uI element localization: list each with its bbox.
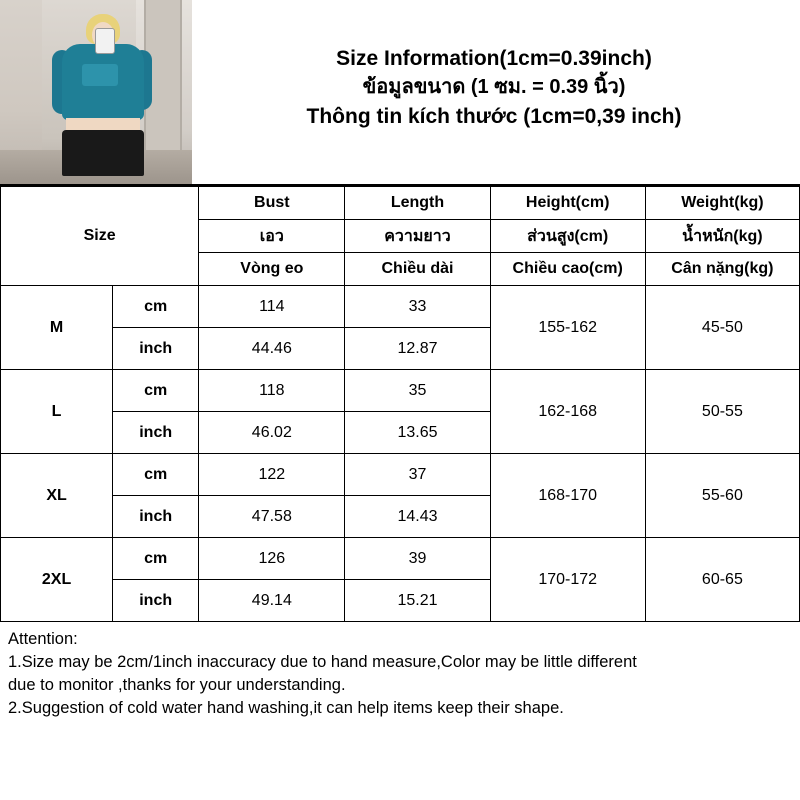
cell-l-bust-inch: 46.02 bbox=[199, 412, 345, 454]
cell-m-bust-cm: 114 bbox=[199, 286, 345, 328]
cell-l-length-cm: 35 bbox=[345, 370, 490, 412]
attention-heading: Attention: bbox=[8, 630, 78, 648]
header-bust-th: เอว bbox=[199, 220, 345, 253]
attention-note bbox=[0, 622, 800, 720]
cell-2xl-length-inch: 15.21 bbox=[345, 580, 490, 622]
row-size-2xl: 2XL bbox=[1, 538, 113, 622]
header-height-en: Height(cm) bbox=[490, 187, 645, 220]
row-unit-cm: cm bbox=[113, 370, 199, 412]
row-size-m: M bbox=[1, 286, 113, 370]
row-size-xl: XL bbox=[1, 454, 113, 538]
photo-model-sweatshirt bbox=[62, 44, 144, 120]
cell-2xl-length-cm: 39 bbox=[345, 538, 490, 580]
row-unit-cm: cm bbox=[113, 286, 199, 328]
product-photo bbox=[0, 0, 192, 184]
table-row bbox=[1, 538, 800, 580]
cell-2xl-bust-inch: 49.14 bbox=[199, 580, 345, 622]
header-length-en: Length bbox=[345, 187, 490, 220]
header-length-th: ความยาว bbox=[345, 220, 490, 253]
header-weight-en: Weight(kg) bbox=[645, 187, 799, 220]
cell-l-length-inch: 13.65 bbox=[345, 412, 490, 454]
cell-l-weight: 50-55 bbox=[645, 370, 799, 454]
cell-2xl-weight: 60-65 bbox=[645, 538, 799, 622]
photo-model-skirt bbox=[62, 130, 144, 176]
cell-l-bust-cm: 118 bbox=[199, 370, 345, 412]
cell-m-weight: 45-50 bbox=[645, 286, 799, 370]
title-thai: ข้อมูลขนาด (1 ซม. = 0.39 นิ้ว) bbox=[362, 76, 626, 98]
header-height-th: ส่วนสูง(cm) bbox=[490, 220, 645, 253]
row-unit-inch: inch bbox=[113, 328, 199, 370]
row-size-l: L bbox=[1, 370, 113, 454]
table-header-row-en bbox=[1, 187, 800, 220]
row-unit-cm: cm bbox=[113, 538, 199, 580]
title-block bbox=[192, 0, 800, 131]
cell-2xl-bust-cm: 126 bbox=[199, 538, 345, 580]
header-size-cell: Size bbox=[1, 187, 199, 286]
cell-m-bust-inch: 44.46 bbox=[199, 328, 345, 370]
header-height-vi: Chiều cao(cm) bbox=[490, 253, 645, 286]
attention-line-2: 2.Suggestion of cold water hand washing,it can help items keep their shape. bbox=[8, 699, 564, 717]
row-unit-cm: cm bbox=[113, 454, 199, 496]
size-table bbox=[0, 186, 800, 622]
cell-xl-weight: 55-60 bbox=[645, 454, 799, 538]
phone-icon bbox=[95, 28, 115, 54]
cell-xl-length-inch: 14.43 bbox=[345, 496, 490, 538]
title-vietnamese: Thông tin kích thước (1cm=0,39 inch) bbox=[306, 105, 682, 128]
table-row bbox=[1, 286, 800, 328]
table-row bbox=[1, 454, 800, 496]
header-weight-vi: Cân nặng(kg) bbox=[645, 253, 799, 286]
cell-m-height: 155-162 bbox=[490, 286, 645, 370]
cell-xl-bust-inch: 47.58 bbox=[199, 496, 345, 538]
cell-2xl-height: 170-172 bbox=[490, 538, 645, 622]
cell-xl-length-cm: 37 bbox=[345, 454, 490, 496]
row-unit-inch: inch bbox=[113, 412, 199, 454]
row-unit-inch: inch bbox=[113, 580, 199, 622]
cell-m-length-inch: 12.87 bbox=[345, 328, 490, 370]
attention-line-1b: due to monitor ,thanks for your understanding. bbox=[8, 676, 346, 694]
header-weight-th: น้ำหนัก(kg) bbox=[645, 220, 799, 253]
header bbox=[0, 0, 800, 186]
title-english: Size Information(1cm=0.39inch) bbox=[336, 47, 652, 70]
header-length-vi: Chiều dài bbox=[345, 253, 490, 286]
attention-line-1a: 1.Size may be 2cm/1inch inaccuracy due to hand measure,Color may be little different bbox=[8, 653, 637, 671]
cell-l-height: 162-168 bbox=[490, 370, 645, 454]
row-unit-inch: inch bbox=[113, 496, 199, 538]
header-bust-en: Bust bbox=[199, 187, 345, 220]
cell-m-length-cm: 33 bbox=[345, 286, 490, 328]
cell-xl-bust-cm: 122 bbox=[199, 454, 345, 496]
table-row bbox=[1, 370, 800, 412]
cell-xl-height: 168-170 bbox=[490, 454, 645, 538]
header-bust-vi: Vòng eo bbox=[199, 253, 345, 286]
